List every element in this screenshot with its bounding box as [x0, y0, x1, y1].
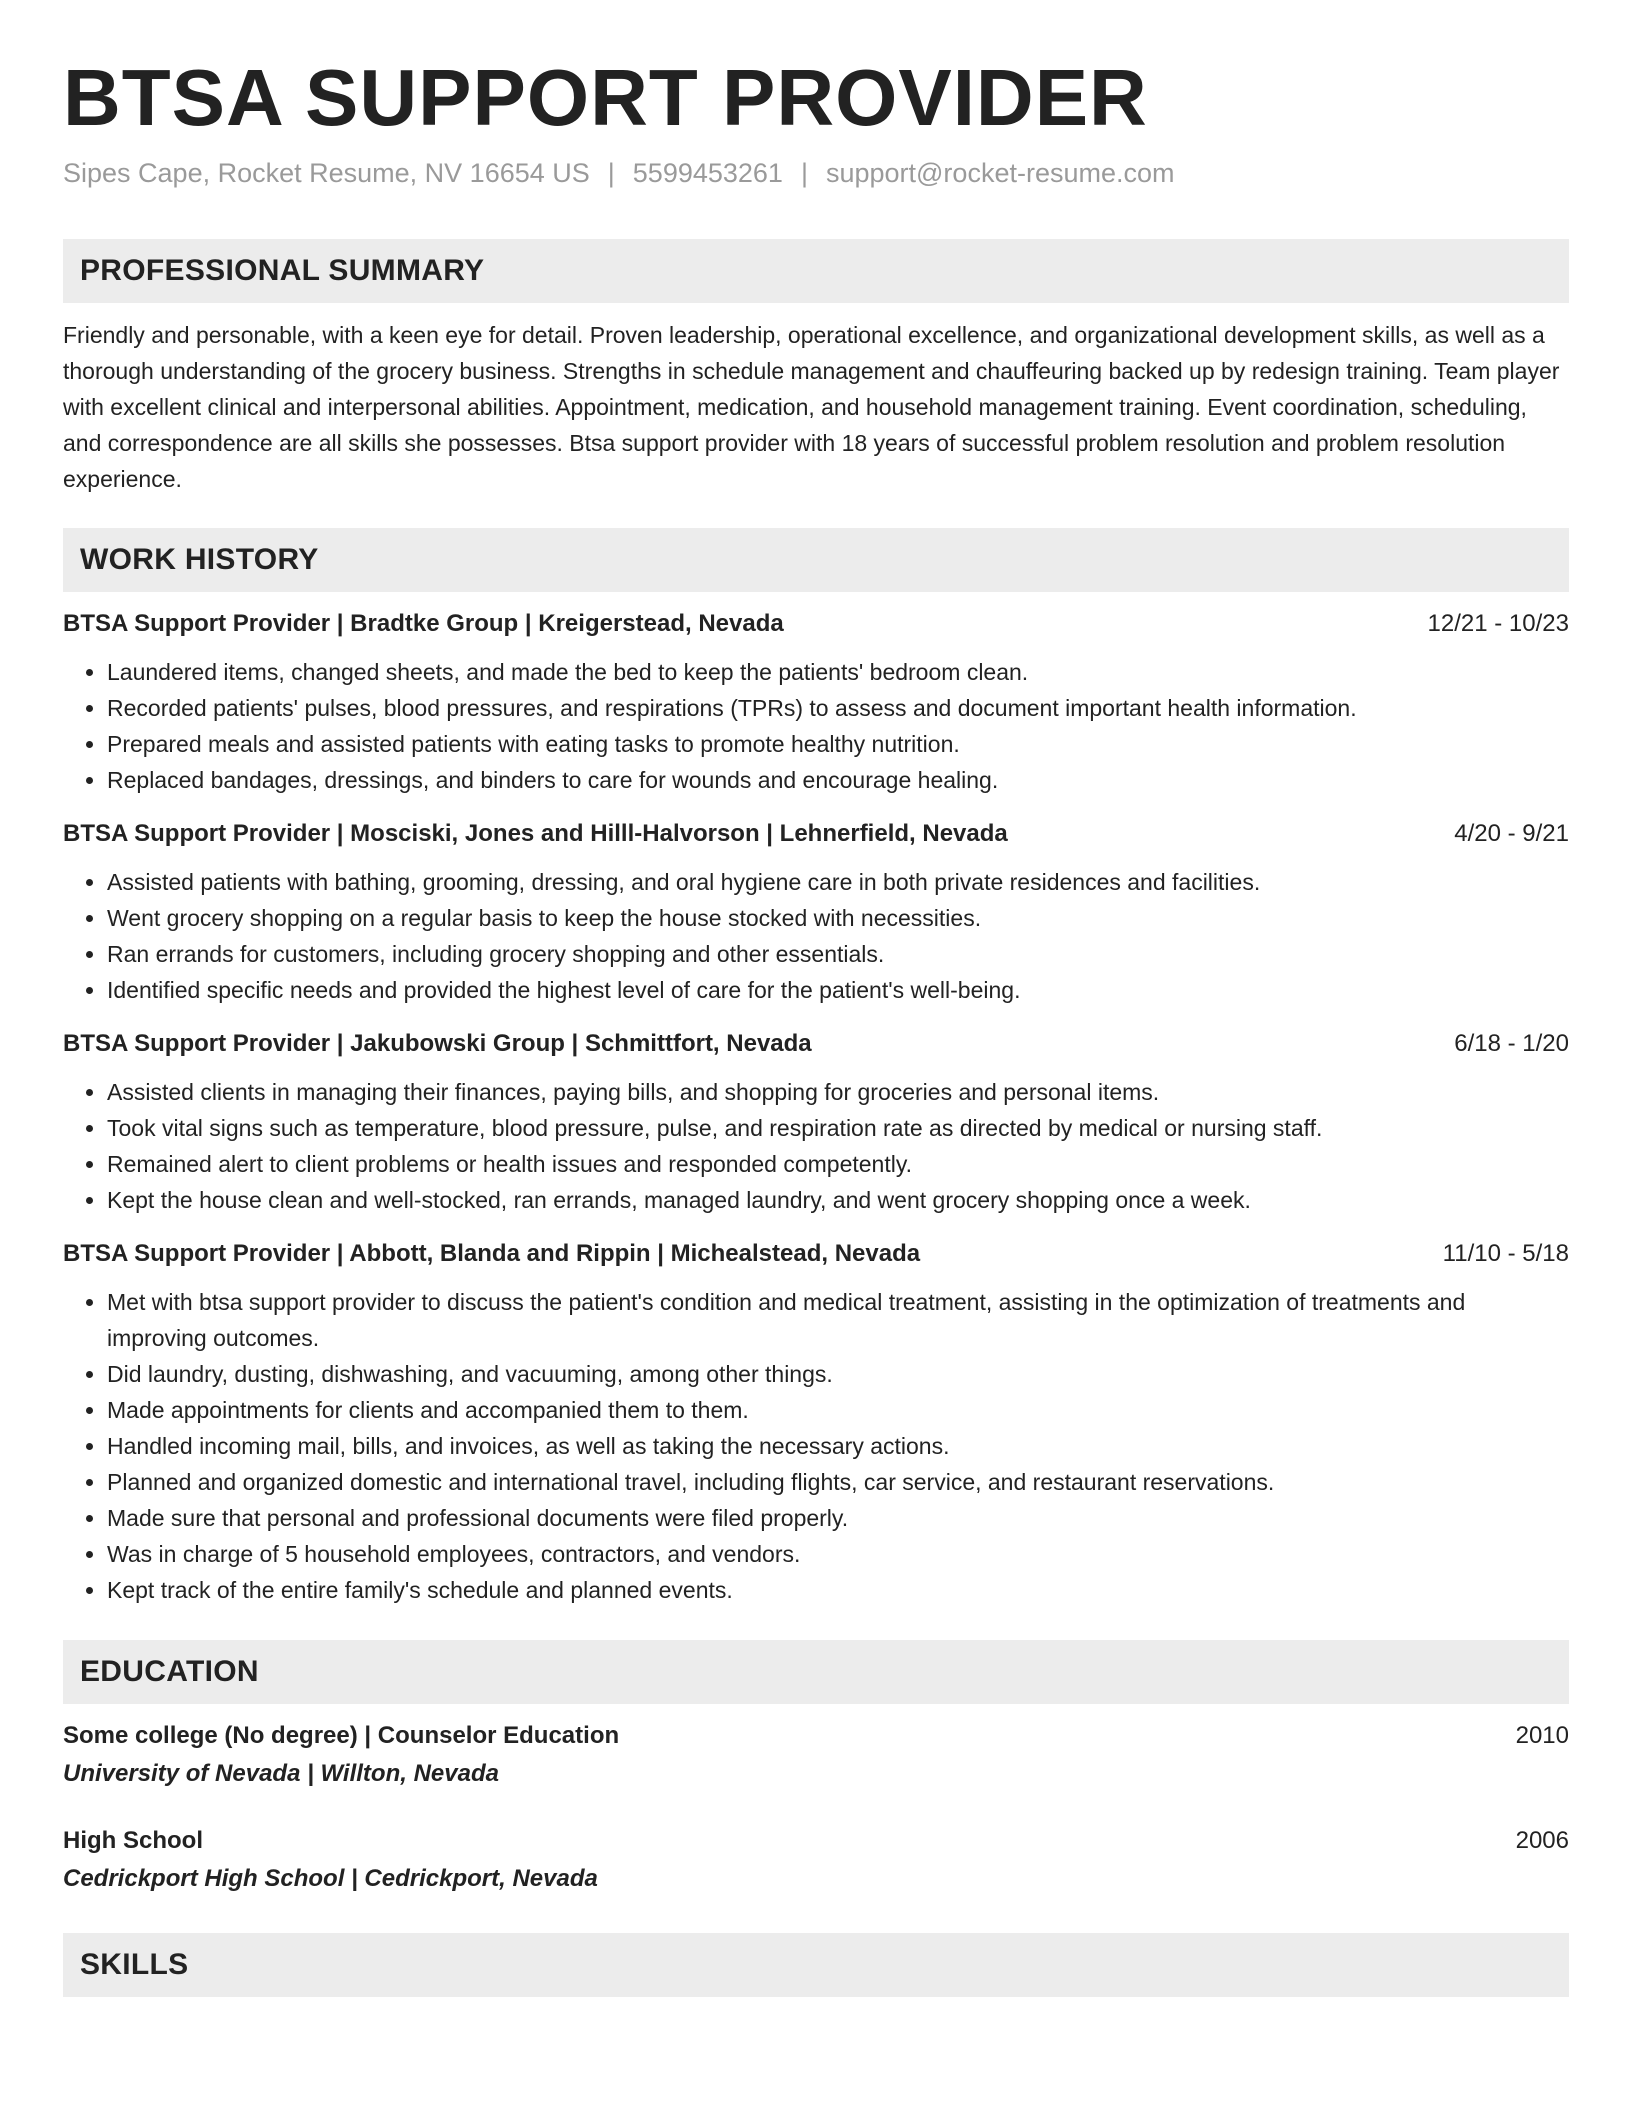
job-title: BTSA Support Provider | Bradtke Group | Kreigerstead, Nevada [63, 610, 784, 637]
bullet-item: • Replaced bandages, dressings, and binders to care for wounds and encourage healing. [107, 762, 1569, 798]
job-bullets [63, 1074, 1569, 1218]
job-header [63, 1237, 1569, 1271]
job-title: BTSA Support Provider | Mosciski, Jones and Hilll-Halvorson | Lehnerfield, Nevada [63, 820, 1008, 847]
education-year: 2010 [1515, 1722, 1569, 1749]
job-bullets [63, 1284, 1569, 1608]
bullet-item: • Made sure that personal and professional documents were filed properly. [107, 1500, 1569, 1536]
job-bullets [63, 864, 1569, 1008]
candidate-name: BTSA SUPPORT PROVIDER [63, 53, 1148, 142]
job-entry [63, 607, 1569, 798]
bullet-item: • Laundered items, changed sheets, and made the bed to keep the patients' bedroom clean. [107, 654, 1569, 690]
job-entry [63, 817, 1569, 1008]
bullet-item: • Took vital signs such as temperature, blood pressure, pulse, and respiration rate as directed by medical or nursing staff. [107, 1110, 1569, 1146]
bullet-item: • Prepared meals and assisted patients with eating tasks to promote healthy nutrition. [107, 726, 1569, 762]
job-dates: 4/20 - 9/21 [1454, 820, 1569, 847]
contact-email: support@rocket-resume.com [825, 158, 1175, 188]
job-entry [63, 1237, 1569, 1608]
education-year: 2006 [1515, 1827, 1569, 1854]
skills-heading: SKILLS [63, 1933, 1569, 1997]
bullet-item: • Ran errands for customers, including grocery shopping and other essentials. [107, 936, 1569, 972]
job-dates: 11/10 - 5/18 [1442, 1240, 1569, 1267]
job-header [63, 607, 1569, 641]
job-dates: 12/21 - 10/23 [1427, 610, 1569, 637]
contact-phone: 5599453261 [632, 158, 783, 188]
bullet-item: • Remained alert to client problems or health issues and responded competently. [107, 1146, 1569, 1182]
bullet-item: • Assisted patients with bathing, grooming, dressing, and oral hygiene care in both private residences and facilities. [107, 864, 1569, 900]
education-degree: Some college (No degree) | Counselor Education [63, 1722, 620, 1749]
summary-heading: PROFESSIONAL SUMMARY [63, 239, 1569, 303]
summary-text: Friendly and personable, with a keen eye for detail. Proven leadership, operational excellence, and organizational development skills, as well as a thorough understanding of the grocery business. Strengths in schedule management and chauffeuring backed up by redesign training. Team player with excellent clinical and interpersonal abilities. Appointment, medication, and household management training. Event coordination, scheduling, and correspondence are all skills she possesses. Btsa support provider with 18 years of successful problem resolution and problem resolution experience. [63, 322, 1560, 492]
contact-address: Sipes Cape, Rocket Resume, NV 16654 US [63, 158, 590, 188]
bullet-item: • Met with btsa support provider to discuss the patient's condition and medical treatment, assisting in the optimization of treatments and improving outcomes. [107, 1284, 1569, 1356]
bullet-item: • Was in charge of 5 household employees, contractors, and vendors. [107, 1536, 1569, 1572]
job-title: BTSA Support Provider | Abbott, Blanda and Rippin | Michealstead, Nevada [63, 1240, 921, 1267]
job-header [63, 817, 1569, 851]
job-header [63, 1027, 1569, 1061]
job-bullets [63, 654, 1569, 798]
bullet-item: • Made appointments for clients and accompanied them to them. [107, 1392, 1569, 1428]
bullet-item: • Recorded patients' pulses, blood pressures, and respirations (TPRs) to assess and document important health information. [107, 690, 1569, 726]
education-school: University of Nevada | Willton, Nevada [63, 1760, 499, 1787]
education-heading: EDUCATION [63, 1640, 1569, 1704]
work-history-heading: WORK HISTORY [63, 528, 1569, 592]
bullet-item: • Handled incoming mail, bills, and invoices, as well as taking the necessary actions. [107, 1428, 1569, 1464]
contact-separator: | [607, 158, 615, 188]
education-header [63, 1719, 1569, 1753]
bullet-item: • Went grocery shopping on a regular basis to keep the house stocked with necessities. [107, 900, 1569, 936]
bullet-item: • Assisted clients in managing their finances, paying bills, and shopping for groceries and personal items. [107, 1074, 1569, 1110]
bullet-item: • Did laundry, dusting, dishwashing, and vacuuming, among other things. [107, 1356, 1569, 1392]
education-school: Cedrickport High School | Cedrickport, Nevada [63, 1865, 598, 1892]
job-entry [63, 1027, 1569, 1218]
education-entry [63, 1719, 1569, 1791]
education-header [63, 1824, 1569, 1858]
job-dates: 6/18 - 1/20 [1454, 1030, 1569, 1057]
education-degree: High School [63, 1827, 203, 1854]
job-title: BTSA Support Provider | Jakubowski Group | Schmittfort, Nevada [63, 1030, 812, 1057]
bullet-item: • Kept track of the entire family's schedule and planned events. [107, 1572, 1569, 1608]
bullet-item: • Identified specific needs and provided the highest level of care for the patient's well-being. [107, 972, 1569, 1008]
bullet-item: • Planned and organized domestic and international travel, including flights, car service, and restaurant reservations. [107, 1464, 1569, 1500]
bullet-item: • Kept the house clean and well-stocked, ran errands, managed laundry, and went grocery shopping once a week. [107, 1182, 1569, 1218]
contact-separator: | [800, 158, 808, 188]
education-entry [63, 1824, 1569, 1896]
contact-line [63, 158, 1569, 189]
